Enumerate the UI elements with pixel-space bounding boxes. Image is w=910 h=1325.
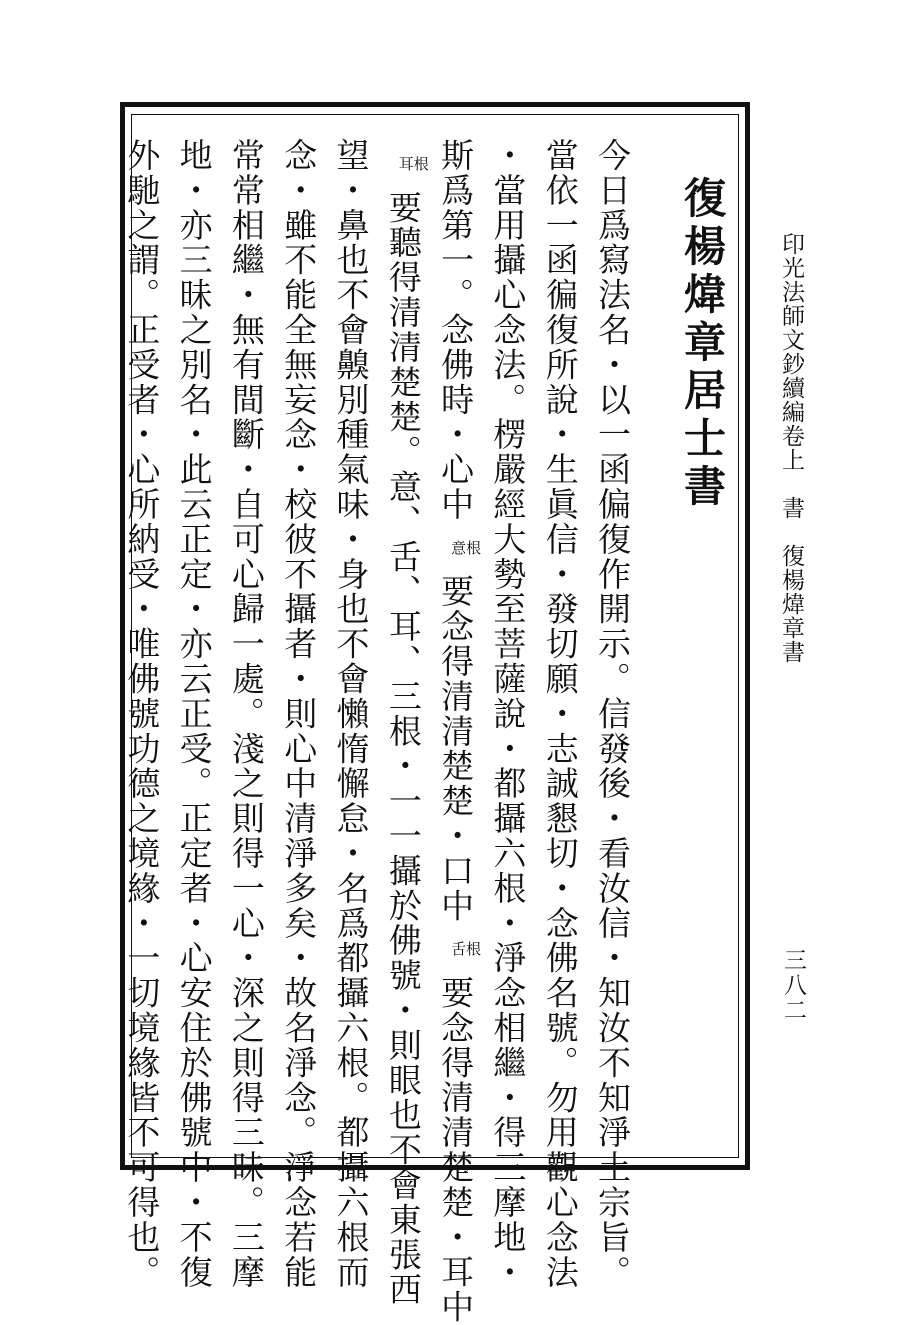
- text-column: 常常相繼・無有間斷・自可心歸一處。淺之則得一心・深之則得三昧。三摩: [226, 138, 266, 1290]
- text-segment: 斯爲第一。念佛時・心中: [436, 138, 476, 522]
- text-column: 今日爲寫法名・以一函偏復作開示。信發後・看汝信・知汝不知淨土宗旨。: [593, 138, 632, 1290]
- letter-body: [122, 138, 638, 1325]
- text-column: 望・鼻也不會齅別種氣味・身也不會懶惰懈怠・名爲都攝六根。都攝六根而: [331, 138, 371, 1290]
- annotation-tongue-root: 舌根: [451, 940, 482, 959]
- letter-title: 復楊煒章居士書: [678, 176, 727, 512]
- annotation-ear-root: 耳根: [398, 155, 429, 173]
- text-column-with-notes: [429, 138, 482, 1325]
- text-segment: 要念得清清楚楚・口中: [436, 574, 476, 924]
- text-column: ・當用攝心念法。楞嚴經大勢至菩薩說・都攝六根・淨念相繼・得三摩地・: [488, 138, 528, 1290]
- annotation-mind-root: 意根: [451, 538, 482, 557]
- running-header: 印光法師文鈔續編卷上 書 復楊煒章書: [778, 232, 804, 664]
- text-column: 外馳之謂。正受者・心所納受・唯佛號功德之境緣・一切境緣皆不可得也。: [122, 138, 162, 1290]
- text-column: 地・亦三昧之別名・此云正定・亦云正受。正定者・心安住於佛號中・不復: [174, 138, 214, 1290]
- text-segment: 要念得清清楚楚・耳中: [436, 975, 476, 1325]
- text-column: 當依一函徧復所說・生眞信・發切願・志誠懇切・念佛名號。勿用觀心念法: [540, 138, 580, 1290]
- text-column-with-note: [377, 138, 429, 1308]
- page-number: 三八二: [780, 948, 806, 1023]
- text-column: 念・雖不能全無妄念・校彼不攝者・則心中清淨多矣・故名淨念。淨念若能: [279, 138, 319, 1290]
- text-segment: 要聽得清清楚楚。意、舌、耳、三根・一一攝於佛號・則眼也不會東張西: [383, 190, 423, 1308]
